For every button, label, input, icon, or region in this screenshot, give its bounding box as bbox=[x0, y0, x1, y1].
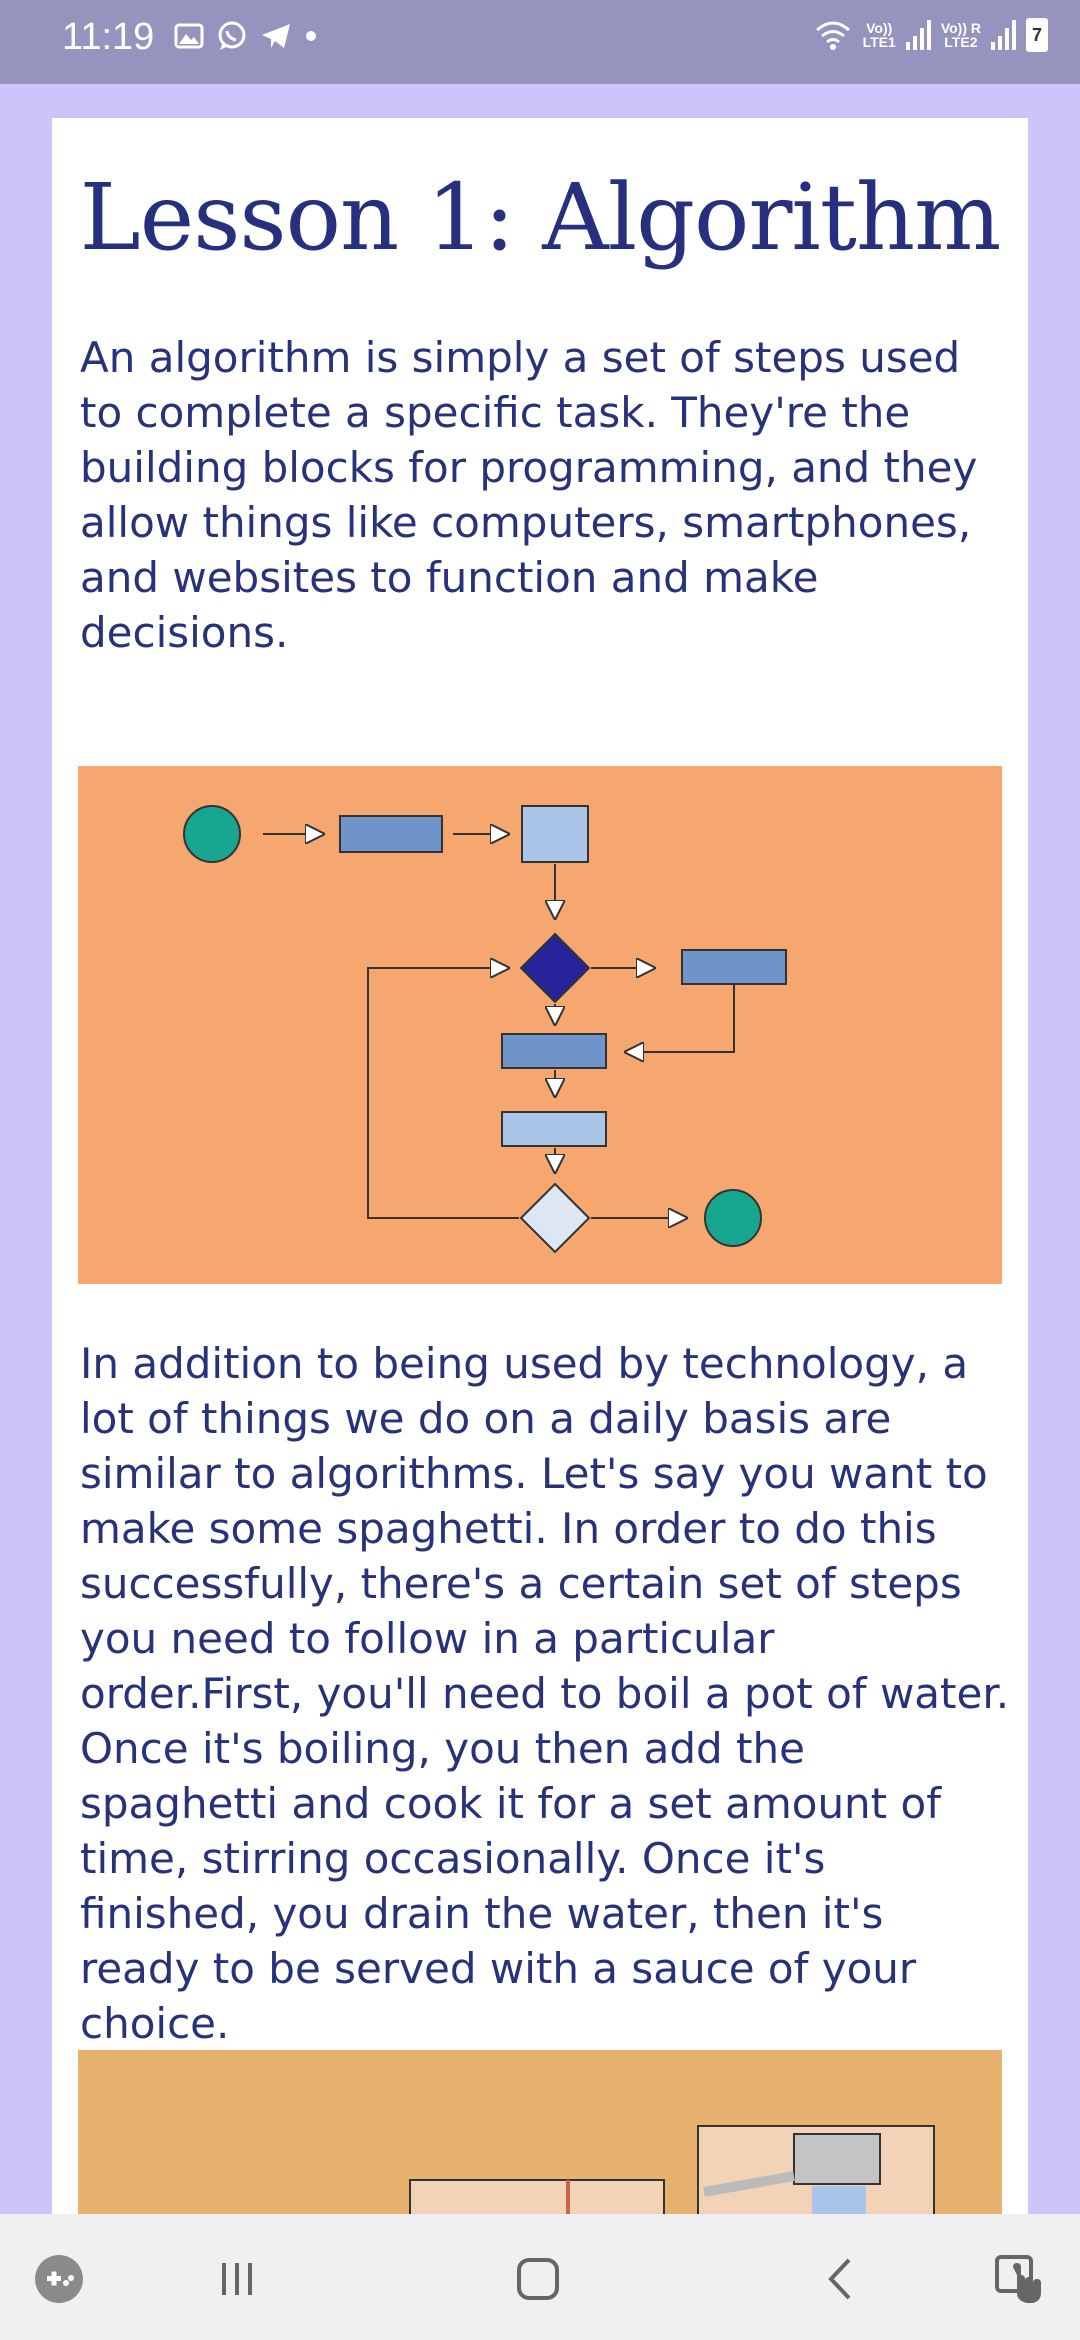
cooking-drawing bbox=[78, 2050, 1002, 2218]
sim2-signal-icon bbox=[991, 20, 1016, 50]
back-button[interactable] bbox=[806, 2244, 876, 2314]
lesson-intro: An algorithm is simply a set of steps used to complete a specific task. They're the building blocks for programming, and they allow things like computers, smartphones, and websites to function and make decisions. bbox=[80, 333, 978, 657]
battery-level: 7 bbox=[1031, 25, 1042, 45]
navigation-bar bbox=[0, 2214, 1080, 2340]
accessibility-button[interactable] bbox=[984, 2244, 1054, 2314]
lesson-title: Lesson 1: Algorithm bbox=[79, 164, 1001, 271]
back-icon bbox=[821, 2254, 861, 2304]
sim1-signal-icon bbox=[906, 20, 931, 50]
gallery-icon bbox=[174, 22, 204, 50]
wifi-icon bbox=[813, 18, 853, 52]
system-icons bbox=[813, 18, 1048, 52]
game-launcher-icon bbox=[33, 2253, 85, 2305]
sim2-label: Vo)) R LTE2 bbox=[940, 20, 981, 50]
dot-icon bbox=[304, 29, 318, 43]
home-button[interactable] bbox=[503, 2244, 573, 2314]
flowchart-illustration bbox=[78, 766, 1002, 1284]
lesson-card[interactable] bbox=[52, 118, 1028, 2218]
game-launcher-button[interactable] bbox=[24, 2244, 94, 2314]
recent-apps-icon bbox=[215, 2257, 259, 2301]
telegram-icon bbox=[260, 21, 292, 51]
cooking-illustration bbox=[78, 2050, 1002, 2218]
status-time: 11:19 bbox=[62, 16, 155, 58]
recent-apps-button[interactable] bbox=[202, 2244, 272, 2314]
battery-icon bbox=[1026, 18, 1048, 52]
home-icon bbox=[513, 2254, 563, 2304]
notification-icons bbox=[174, 20, 318, 52]
status-bar bbox=[0, 0, 1080, 84]
whatsapp-icon bbox=[216, 20, 248, 52]
accessibility-icon bbox=[991, 2251, 1047, 2307]
lesson-body: In addition to being used by technology, a lot of things we do on a daily basis are similar to algorithms. Let's say you want to make some spaghetti. In order to do this successfully, there's a certain set of steps you need to follow in a particular order.First, you'll need to boil a pot of water. Once it's boiling, you then add the spaghetti and cook it for a set amount of time, stirring occasionally. Once it's finished, you drain the water, then it's ready to be served with a sauce of your choice. bbox=[80, 1339, 1010, 2048]
flowchart-diagram bbox=[78, 766, 1002, 1284]
sim1-label: Vo)) LTE1 bbox=[862, 20, 896, 50]
